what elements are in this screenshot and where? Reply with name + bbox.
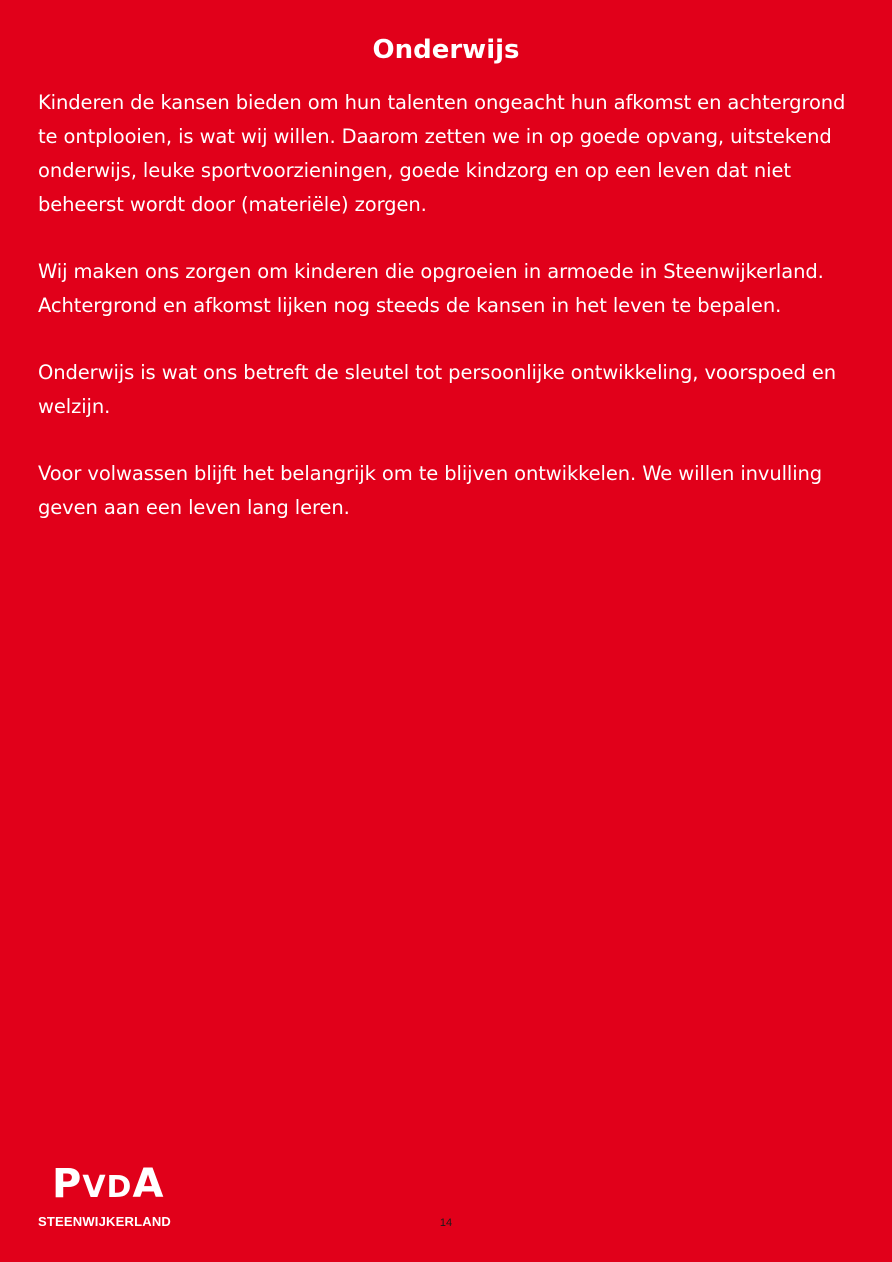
page-number: 14 bbox=[439, 1217, 453, 1229]
page-title: Onderwijs bbox=[372, 35, 520, 65]
paragraph-3: Onderwijs is wat ons betreft de sleutel tot persoonlijke ontwikkeling, voorspoed en welzijn. bbox=[38, 361, 837, 418]
logo-subtitle: STEENWIJKERLAND bbox=[38, 1214, 172, 1229]
paragraph-4: Voor volwassen blijft het belangrijk om te blijven ontwikkelen. We willen invulling geven aan een leven lang leren. bbox=[38, 462, 823, 519]
paragraph-2: Wij maken ons zorgen om kinderen die opgroeien in armoede in Steenwijkerland. Achtergrond en afkomst lijken nog steeds de kansen in het leven te bepalen. bbox=[38, 260, 824, 317]
logo-letters-vd: VD bbox=[82, 1170, 133, 1205]
body-text bbox=[38, 86, 868, 558]
logo-wordmark bbox=[52, 1160, 164, 1212]
logo-letter-p: P bbox=[52, 1161, 83, 1207]
logo-letter-a: A bbox=[132, 1161, 165, 1207]
paragraph-1: Kinderen de kansen bieden om hun talenten ongeacht hun afkomst en achtergrond te ontplooien, is wat wij willen. Daarom zetten we in op goede opvang, uitstekend onderwijs, leuke sportvoorzieningen, goede kindzorg en op een leven dat niet beheerst wordt door (materiële) zorgen. bbox=[38, 91, 846, 216]
